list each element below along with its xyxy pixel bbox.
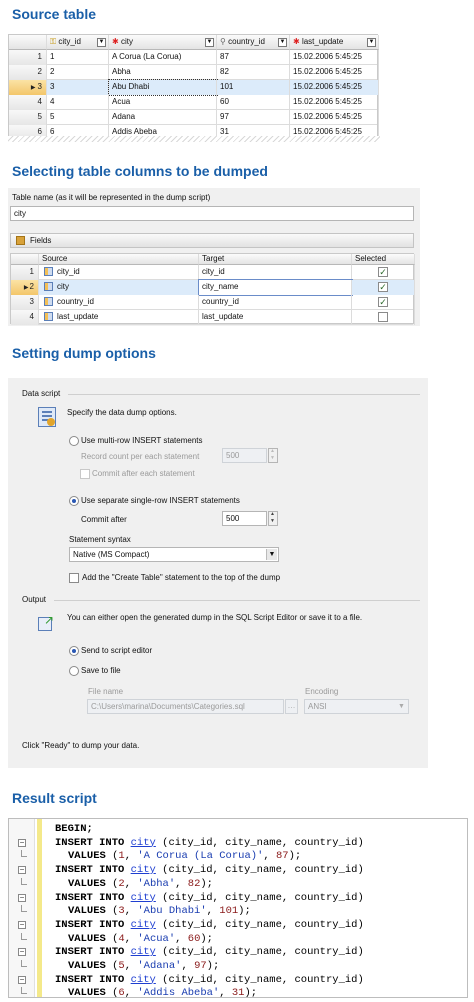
table-link[interactable]: city xyxy=(130,973,156,986)
table-link[interactable]: city xyxy=(130,864,156,877)
cell-city-id[interactable]: 3 xyxy=(47,80,109,95)
field-source[interactable]: city_id xyxy=(39,265,199,280)
table-link[interactable]: city xyxy=(130,946,156,959)
cell-city-id[interactable]: 4 xyxy=(47,95,109,110)
data-script-icon xyxy=(38,407,56,427)
cell-city-id[interactable]: 1 xyxy=(47,50,109,65)
table-row[interactable] xyxy=(9,95,377,110)
row-number[interactable]: 4 xyxy=(9,95,47,110)
current-row-arrow-icon: ▶ xyxy=(30,85,36,91)
fold-collapse-icon[interactable]: − xyxy=(19,892,25,902)
encoding-select[interactable]: ANSI ▼ xyxy=(304,699,409,714)
fold-collapse-icon[interactable]: − xyxy=(19,947,25,957)
cell-country-id[interactable]: 97 xyxy=(217,110,290,125)
script-line: VALUES (3, 'Abu Dhabi', 101); xyxy=(68,905,251,918)
record-count-input[interactable]: 500 xyxy=(222,448,267,463)
row-number[interactable]: 4 xyxy=(11,310,39,325)
fold-end-marker xyxy=(21,933,27,940)
heading-result-script: Result script xyxy=(12,790,97,806)
field-row[interactable] xyxy=(11,280,413,295)
field-selected-cell xyxy=(352,280,415,295)
fields-tab[interactable]: Fields xyxy=(10,233,414,248)
cell-last-update[interactable]: 15.02.2006 5:45:25 xyxy=(290,80,379,95)
fold-collapse-icon[interactable]: − xyxy=(19,837,25,847)
encoding-label: Encoding xyxy=(305,687,339,696)
chevron-down-icon[interactable]: ▼ xyxy=(368,39,375,45)
browse-button[interactable]: … xyxy=(285,699,298,714)
current-row-arrow-icon: ▶ xyxy=(23,285,29,291)
field-selected-cell xyxy=(352,310,415,325)
commit-after-spinner[interactable] xyxy=(268,511,278,526)
column-icon xyxy=(44,282,53,291)
chevron-down-icon[interactable]: ▼ xyxy=(266,549,277,560)
script-line: INSERT INTO city (city_id, city_name, country_id) xyxy=(55,973,364,986)
multi-row-label: Use multi-row INSERT statements xyxy=(81,436,203,445)
cell-last-update[interactable]: 15.02.2006 5:45:25 xyxy=(290,110,379,125)
script-line: INSERT INTO city (city_id, city_name, country_id) xyxy=(55,946,364,959)
required-icon: ✱ xyxy=(293,37,300,46)
field-target[interactable]: city_id xyxy=(199,265,352,280)
multi-row-radio[interactable] xyxy=(69,436,79,446)
send-to-editor-radio[interactable] xyxy=(69,646,79,656)
script-editor[interactable] xyxy=(8,818,468,998)
required-icon: ✱ xyxy=(112,37,119,46)
save-to-file-label: Save to file xyxy=(81,666,121,675)
torn-edge xyxy=(8,136,380,142)
chevron-down-icon[interactable]: ▼ xyxy=(279,39,286,45)
single-row-radio[interactable] xyxy=(69,496,79,506)
source-grid-header xyxy=(9,35,377,50)
field-target[interactable]: last_update xyxy=(199,310,352,325)
cell-country-id[interactable]: 60 xyxy=(217,95,290,110)
column-icon xyxy=(44,267,53,276)
row-number[interactable]: 5 xyxy=(9,110,47,125)
field-selected-cell xyxy=(352,295,415,310)
fold-end-marker xyxy=(21,960,27,967)
row-number[interactable]: 1 xyxy=(9,50,47,65)
commit-each-checkbox[interactable] xyxy=(80,469,90,479)
chevron-down-icon[interactable]: ▼ xyxy=(398,703,405,710)
output-group-label: Output xyxy=(22,595,47,604)
fold-collapse-icon[interactable]: − xyxy=(19,974,25,984)
data-script-desc: Specify the data dump options. xyxy=(67,408,177,417)
chevron-down-icon[interactable]: ▼ xyxy=(206,39,213,45)
add-create-table-checkbox[interactable] xyxy=(69,573,79,583)
statement-syntax-select[interactable]: Native (MS Compact) ▼ xyxy=(69,547,279,562)
col-header-city[interactable]: ✱ city ▼ xyxy=(109,35,217,50)
fold-end-marker xyxy=(21,878,27,885)
output-icon: ↗ xyxy=(38,613,56,633)
row-number[interactable]: 3 xyxy=(11,295,39,310)
file-name-input[interactable]: C:\Users\marina\Documents\Categories.sql xyxy=(87,699,284,714)
cell-city-id[interactable]: 6 xyxy=(47,125,109,140)
heading-select-columns: Selecting table columns to be dumped xyxy=(12,163,268,179)
add-create-table-label: Add the "Create Table" statement to the top of the dump xyxy=(82,573,281,582)
commit-each-label: Commit after each statement xyxy=(92,469,195,478)
cell-city[interactable]: Abha xyxy=(109,65,217,80)
field-selected-checkbox[interactable]: ✓ xyxy=(379,297,387,307)
cell-country-id[interactable]: 101 xyxy=(217,80,290,95)
table-row[interactable] xyxy=(9,110,377,125)
script-line: VALUES (5, 'Adana', 97); xyxy=(68,960,220,972)
cell-city[interactable]: Acua xyxy=(109,95,217,110)
col-header-last-update[interactable]: ✱ last_update ▼ xyxy=(290,35,379,50)
script-line: VALUES (6, 'Addis Abeba', 31); xyxy=(68,987,258,998)
field-source[interactable]: city xyxy=(39,280,199,295)
single-row-label: Use separate single-row INSERT statements xyxy=(81,496,240,505)
link-icon: ⚲ xyxy=(220,37,226,46)
field-selected-checkbox[interactable] xyxy=(378,312,388,322)
cell-city[interactable]: Adana xyxy=(109,110,217,125)
statement-syntax-label: Statement syntax xyxy=(69,535,131,544)
field-selected-checkbox[interactable]: ✓ xyxy=(379,267,387,277)
column-icon xyxy=(44,297,53,306)
script-line: VALUES (4, 'Acua', 60); xyxy=(68,932,213,945)
row-number[interactable]: 2 xyxy=(9,65,47,80)
field-target[interactable]: country_id xyxy=(199,295,352,310)
cell-city[interactable]: A Corua (La Corua) xyxy=(109,50,217,65)
key-icon: ⚿ xyxy=(50,37,57,46)
row-number[interactable]: ▶ 3 xyxy=(9,80,47,95)
table-name-field[interactable]: city xyxy=(10,206,414,221)
field-row[interactable] xyxy=(11,265,413,280)
row-number[interactable]: ▶2 xyxy=(11,280,39,295)
table-link[interactable]: city xyxy=(130,918,156,931)
table-row[interactable] xyxy=(9,65,377,80)
cell-country-id[interactable]: 31 xyxy=(217,125,290,140)
commit-after-input[interactable]: 500 xyxy=(222,511,267,526)
fields-grid-header: Source Target Selected xyxy=(11,254,413,265)
fold-end-marker xyxy=(21,850,27,857)
col-header-country-id[interactable]: ⚲ country_id ▼ xyxy=(217,35,290,50)
field-target[interactable]: city_name xyxy=(199,280,352,295)
cell-last-update[interactable]: 15.02.2006 5:45:25 xyxy=(290,125,379,140)
cell-last-update[interactable]: 15.02.2006 5:45:25 xyxy=(290,95,379,110)
commit-after-label: Commit after xyxy=(81,515,127,524)
fields-icon xyxy=(16,236,25,245)
script-line: BEGIN; xyxy=(55,823,93,835)
footer-hint: Click "Ready" to dump your data. xyxy=(22,741,140,750)
cell-city[interactable]: Addis Abeba xyxy=(109,125,217,140)
fold-end-marker xyxy=(21,987,27,994)
cell-last-update[interactable]: 15.02.2006 5:45:25 xyxy=(290,65,379,80)
data-script-group-label: Data script xyxy=(22,389,61,398)
cell-city[interactable]: Abu Dhabi xyxy=(109,80,217,95)
table-name-label: Table name (as it will be represented in the dump script) xyxy=(12,193,211,202)
field-source[interactable]: last_update xyxy=(39,310,199,325)
cell-last-update[interactable]: 15.02.2006 5:45:25 xyxy=(290,50,379,65)
table-link[interactable]: city xyxy=(130,836,156,849)
chevron-down-icon[interactable]: ▼ xyxy=(98,39,105,45)
fold-end-marker xyxy=(21,905,27,912)
script-line: INSERT INTO city (city_id, city_name, country_id) xyxy=(55,836,364,849)
file-name-label: File name xyxy=(88,687,124,696)
record-count-label: Record count per each statement xyxy=(81,452,200,461)
cell-city-id[interactable]: 2 xyxy=(47,65,109,80)
fold-collapse-icon[interactable]: − xyxy=(19,919,25,929)
cell-country-id[interactable]: 87 xyxy=(217,50,290,65)
record-count-spinner[interactable] xyxy=(268,448,278,463)
cell-country-id[interactable]: 82 xyxy=(217,65,290,80)
fields-grid[interactable] xyxy=(10,253,414,324)
table-link[interactable]: city xyxy=(130,891,156,904)
changed-lines-marker xyxy=(37,819,42,997)
row-number[interactable]: 6 xyxy=(9,125,47,140)
fold-collapse-icon[interactable]: − xyxy=(19,865,25,875)
field-selected-cell xyxy=(352,265,415,280)
field-source[interactable]: country_id xyxy=(39,295,199,310)
script-line: INSERT INTO city (city_id, city_name, country_id) xyxy=(55,864,364,877)
output-desc: You can either open the generated dump in the SQL Script Editor or save it to a file. xyxy=(67,613,363,622)
script-line: VALUES (2, 'Abha', 82); xyxy=(68,877,213,890)
send-to-editor-label: Send to script editor xyxy=(81,646,153,655)
heading-dump-options: Setting dump options xyxy=(12,345,156,361)
heading-source-table: Source table xyxy=(12,6,97,22)
script-line: VALUES (1, 'A Corua (La Corua)', 87); xyxy=(68,850,302,863)
column-icon xyxy=(44,312,53,321)
field-row[interactable] xyxy=(11,295,413,310)
row-number[interactable]: 1 xyxy=(11,265,39,280)
script-line: INSERT INTO city (city_id, city_name, country_id) xyxy=(55,918,364,931)
table-row[interactable] xyxy=(9,80,377,95)
source-grid[interactable] xyxy=(8,34,378,140)
cell-city-id[interactable]: 5 xyxy=(47,110,109,125)
col-header-city-id[interactable]: ⚿ city_id ▼ xyxy=(47,35,109,50)
save-to-file-radio[interactable] xyxy=(69,666,79,676)
field-selected-checkbox[interactable]: ✓ xyxy=(379,282,387,292)
field-row[interactable] xyxy=(11,310,413,325)
table-row[interactable] xyxy=(9,50,377,65)
script-line: INSERT INTO city (city_id, city_name, country_id) xyxy=(55,891,364,904)
